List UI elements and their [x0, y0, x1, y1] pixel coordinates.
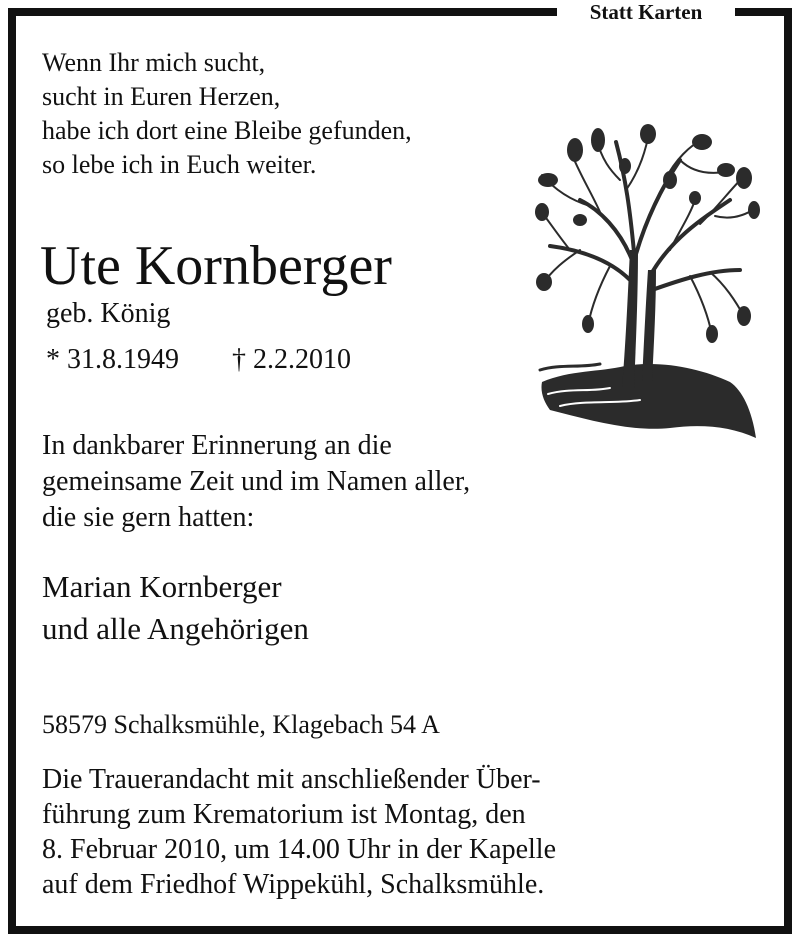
thanks-line: In dankbarer Erinnerung an die [42, 430, 392, 461]
mourners [42, 566, 309, 650]
service-line: führung zum Krematorium ist Montag, den [42, 799, 526, 830]
thanks-text [42, 428, 470, 536]
thanks-line: gemeinsame Zeit und im Namen aller, [42, 466, 471, 497]
mourner-line: Marian Kornberger [42, 569, 282, 604]
service-info [42, 762, 556, 902]
poem-line: Wenn Ihr mich sucht, [42, 48, 266, 77]
service-line: auf dem Friedhof Wippekühl, Schalksmühle. [42, 869, 545, 900]
birth-date: * 31.8.1949 [46, 344, 179, 375]
service-line: 8. Februar 2010, um 14.00 Uhr in der Kapelle [42, 834, 556, 865]
birth-name: geb. König [46, 298, 171, 329]
service-line: Die Trauerandacht mit anschließender Über- [42, 764, 541, 795]
thanks-line: die sie gern hatten: [42, 502, 255, 533]
tree-icon [530, 120, 760, 450]
poem-line: habe ich dort eine Bleibe gefunden, [42, 116, 412, 145]
poem-line: so lebe ich in Euch weiter. [42, 150, 317, 179]
poem [42, 46, 412, 182]
death-date: † 2.2.2010 [232, 344, 351, 375]
statt-karten-label: Statt Karten [557, 0, 735, 24]
address: 58579 Schalksmühle, Klagebach 54 A [42, 710, 440, 739]
poem-line: sucht in Euren Herzen, [42, 82, 281, 111]
mourner-line: und alle Angehörigen [42, 611, 309, 646]
life-dates [46, 342, 351, 378]
deceased-name: Ute Kornberger [40, 235, 392, 297]
